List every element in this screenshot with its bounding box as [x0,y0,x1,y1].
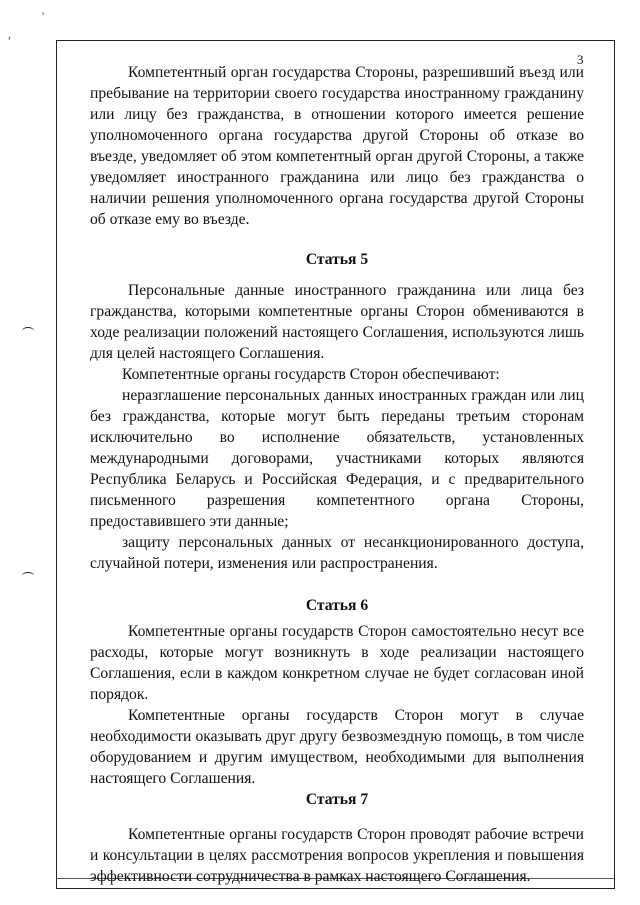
scan-mark-top: ' [42,9,45,23]
article-6-paragraph-1: Компетентные органы государств Сторон самостоятельно несут все расходы, которые могут возникнуть в ходе реализации настоящего Соглашения, если в каждом конкретном случае не будет согласован иной порядок. [90,623,584,703]
document-body [90,62,584,887]
page-number: 3 [577,52,584,67]
article-7-paragraph-1: Компетентные органы государств Сторон проводят рабочие встречи и консультации в целях рассмотрения вопросов укрепления и повышения эффективности сотрудничества в рамках настоящего Соглашения. [90,826,584,885]
article-6-paragraph-2: Компетентные органы государств Сторон могут в случае необходимости оказывать друг другу безвозмездную помощь, в том числе оборудованием и другим имуществом, необходимыми для выполнения настоящего Соглашения. [90,707,584,787]
article-5-list-item-1: неразглашение персональных данных иностранных граждан или лиц без гражданства, которые могут быть переданы третьим сторонам исключительно во исполнение обязательств, установленных международными договорами, участниками которых являются Республика Беларусь и Российская Федерация, и с предварительного письменного разрешения компетентного органа Стороны, предоставившего эти данные; [90,387,584,530]
article-6-heading: Статья 6 [305,597,369,614]
article-5-heading: Статья 5 [305,251,369,268]
binding-hole-mark-lower [22,572,34,580]
binding-hole-mark-upper [22,327,34,335]
article-5-paragraph-1: Персональные данные иностранного гражданина или лица без гражданства, которыми компетентные органы Сторон обмениваются в ходе реализации положений настоящего Соглашения, используются лишь для целей настоящего Соглашения. [90,282,584,362]
article-7-heading: Статья 7 [305,791,369,808]
paragraph-notification: Компетентный орган государства Стороны, разрешивший въезд или пребывание на территории своего государства иностранному гражданину или лицу без гражданства, в отношении которого имеется решение уполномоченного органа государства другой Стороны об отказе во въезде, уведомляет об этом компетентный орган другой Стороны, а также уведомляет иностранного гражданина или лицо без гражданства о наличии решения уполномоченного органа государства другой Стороны об отказе ему во въезде. [90,64,584,228]
article-5-list-item-2: защиту персональных данных от несанкционированного доступа, случайной потери, изменения или распространения. [90,534,584,572]
article-5-paragraph-2: Компетентные органы государств Сторон обеспечивают: [122,366,500,383]
scan-mark-corner: , [8,27,11,41]
